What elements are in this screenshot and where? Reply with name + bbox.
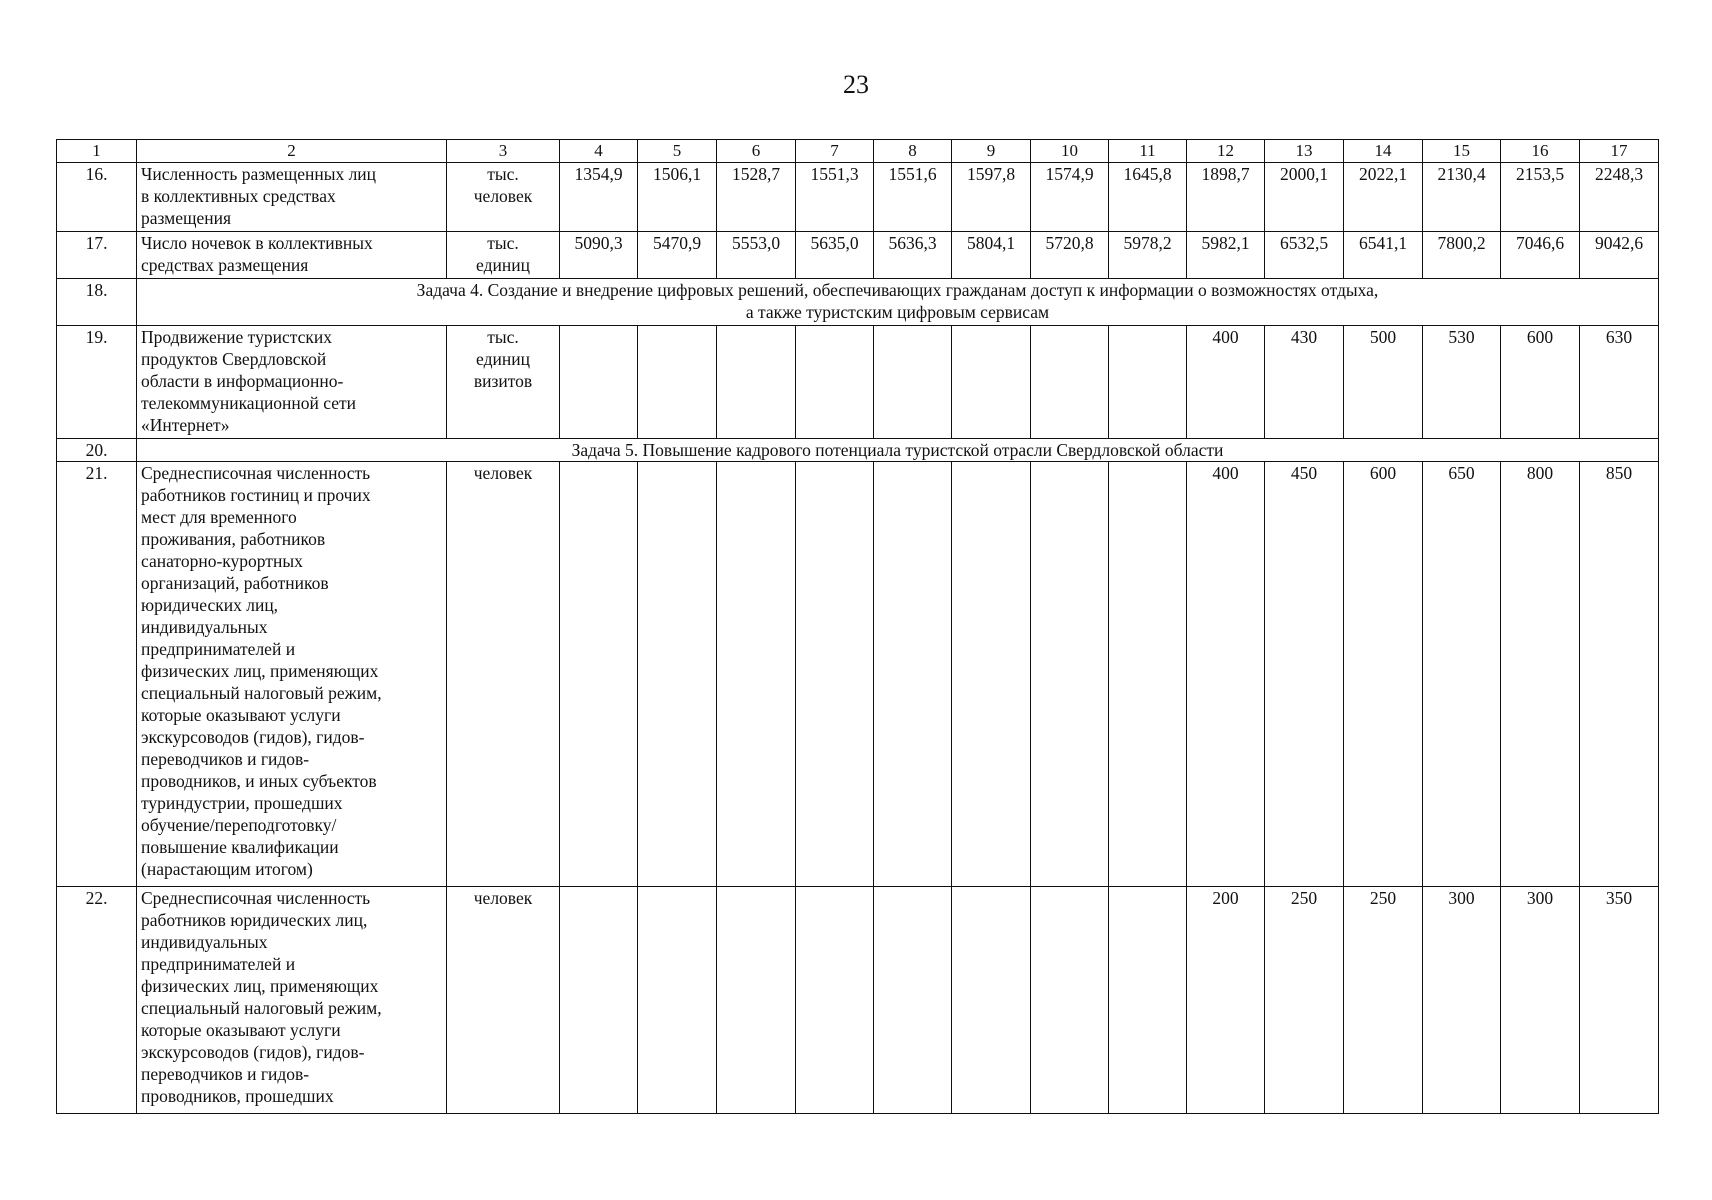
value-cell — [952, 462, 1031, 887]
column-number-cell: 2 — [137, 140, 447, 163]
row-number: 18. — [57, 279, 137, 326]
value-cell: 300 — [1501, 887, 1580, 1114]
text-line: обучение/переподготовку/ — [141, 815, 337, 835]
value-cell: 400 — [1187, 462, 1265, 887]
text-line: визитов — [473, 371, 533, 391]
value-cell: 2000,1 — [1265, 163, 1344, 232]
value-cell — [717, 462, 796, 887]
column-number-cell: 14 — [1344, 140, 1423, 163]
column-number-cell: 5 — [638, 140, 717, 163]
value-cell — [1031, 462, 1109, 887]
unit-of-measure — [447, 326, 560, 439]
value-cell — [796, 326, 874, 439]
value-cell: 5470,9 — [638, 232, 717, 279]
value-cell — [638, 887, 717, 1114]
value-cell: 2248,3 — [1580, 163, 1659, 232]
value-cell: 6541,1 — [1344, 232, 1423, 279]
unit-of-measure — [447, 163, 560, 232]
unit-of-measure — [447, 232, 560, 279]
text-line: телекоммуникационной сети — [141, 393, 357, 413]
text-line: санаторно-курортных — [141, 551, 303, 571]
value-cell: 5720,8 — [1031, 232, 1109, 279]
column-number-cell: 10 — [1031, 140, 1109, 163]
value-cell: 200 — [1187, 887, 1265, 1114]
text-line: юридических лиц, — [141, 595, 279, 615]
column-number-cell: 7 — [796, 140, 874, 163]
task-row — [57, 439, 1659, 462]
text-line: а также туристским цифровым сервисам — [745, 302, 1050, 322]
value-cell: 500 — [1344, 326, 1423, 439]
value-cell — [796, 887, 874, 1114]
value-cell: 250 — [1265, 887, 1344, 1114]
indicator-name — [137, 232, 447, 279]
column-number-cell: 1 — [57, 140, 137, 163]
value-cell: 9042,6 — [1580, 232, 1659, 279]
column-number-cell: 17 — [1580, 140, 1659, 163]
text-line: Задача 4. Создание и внедрение цифровых решений, обеспечивающих гражданам доступ к информации о возможностях отдыха, — [416, 280, 1379, 300]
value-cell: 250 — [1344, 887, 1423, 1114]
text-line: работников юридических лиц, — [141, 910, 368, 930]
text-line: переводчиков и гидов- — [141, 749, 310, 769]
column-number-cell: 16 — [1501, 140, 1580, 163]
text-line: работников гостиниц и прочих — [141, 485, 371, 505]
value-cell — [796, 462, 874, 887]
column-number-cell: 6 — [717, 140, 796, 163]
value-cell — [638, 462, 717, 887]
value-cell: 650 — [1423, 462, 1501, 887]
value-cell — [874, 887, 952, 1114]
task-heading — [137, 279, 1659, 326]
value-cell: 300 — [1423, 887, 1501, 1114]
value-cell: 530 — [1423, 326, 1501, 439]
column-number-row — [57, 140, 1659, 163]
value-cell: 2153,5 — [1501, 163, 1580, 232]
column-number-cell: 3 — [447, 140, 560, 163]
value-cell: 600 — [1344, 462, 1423, 887]
table-row — [57, 232, 1659, 279]
text-line: индивидуальных — [141, 617, 268, 637]
value-cell: 600 — [1501, 326, 1580, 439]
text-line: Задача 5. Повышение кадрового потенциала туристской отрасли Свердловской области — [571, 440, 1224, 460]
row-number: 17. — [57, 232, 137, 279]
text-line: проводников, и иных субъектов — [141, 771, 377, 791]
unit-of-measure — [447, 462, 560, 887]
text-line: области в информационно- — [141, 371, 344, 391]
value-cell — [717, 887, 796, 1114]
text-line: Число ночевок в коллективных — [141, 233, 373, 253]
text-line: человек — [473, 888, 533, 908]
value-cell: 7800,2 — [1423, 232, 1501, 279]
table-row — [57, 326, 1659, 439]
value-cell: 1645,8 — [1109, 163, 1187, 232]
text-line: тыс. — [487, 164, 519, 184]
unit-of-measure — [447, 887, 560, 1114]
value-cell — [1031, 887, 1109, 1114]
value-cell: 7046,6 — [1501, 232, 1580, 279]
value-cell — [952, 326, 1031, 439]
text-line: физических лиц, применяющих — [141, 976, 379, 996]
text-line: проводников, прошедших — [141, 1086, 334, 1106]
text-line: (нарастающим итогом) — [141, 859, 313, 879]
text-line: экскурсоводов (гидов), гидов- — [141, 1042, 365, 1062]
table-row — [57, 163, 1659, 232]
value-cell: 400 — [1187, 326, 1265, 439]
indicator-name — [137, 887, 447, 1114]
value-cell: 1354,9 — [560, 163, 638, 232]
text-line: Продвижение туристских — [141, 327, 332, 347]
table-row — [57, 462, 1659, 887]
value-cell: 1528,7 — [717, 163, 796, 232]
value-cell: 5982,1 — [1187, 232, 1265, 279]
value-cell: 1574,9 — [1031, 163, 1109, 232]
text-line: тыс. — [487, 327, 519, 347]
text-line: человек — [473, 186, 533, 206]
value-cell: 5636,3 — [874, 232, 952, 279]
column-number-cell: 12 — [1187, 140, 1265, 163]
value-cell: 1551,3 — [796, 163, 874, 232]
value-cell: 1898,7 — [1187, 163, 1265, 232]
value-cell: 6532,5 — [1265, 232, 1344, 279]
text-line: переводчиков и гидов- — [141, 1064, 310, 1084]
row-number: 19. — [57, 326, 137, 439]
value-cell: 5090,3 — [560, 232, 638, 279]
value-cell: 2130,4 — [1423, 163, 1501, 232]
value-cell — [1109, 887, 1187, 1114]
text-line: средствах размещения — [141, 255, 309, 275]
column-number-cell: 9 — [952, 140, 1031, 163]
text-line: размещения — [141, 208, 232, 228]
text-line: мест для временного — [141, 507, 297, 527]
text-line: индивидуальных — [141, 932, 268, 952]
text-line: туриндустрии, прошедших — [141, 793, 343, 813]
value-cell — [560, 326, 638, 439]
text-line: Численность размещенных лиц — [141, 164, 377, 184]
text-line: физических лиц, применяющих — [141, 661, 379, 681]
text-line: специальный налоговый режим, — [141, 683, 382, 703]
value-cell — [874, 462, 952, 887]
text-line: единиц — [476, 349, 530, 369]
value-cell: 5978,2 — [1109, 232, 1187, 279]
row-number: 22. — [57, 887, 137, 1114]
value-cell — [1031, 326, 1109, 439]
value-cell: 800 — [1501, 462, 1580, 887]
text-line: в коллективных средствах — [141, 186, 336, 206]
text-line: тыс. — [487, 233, 519, 253]
text-line: «Интернет» — [141, 415, 230, 435]
value-cell — [1109, 462, 1187, 887]
value-cell: 2022,1 — [1344, 163, 1423, 232]
indicator-name — [137, 163, 447, 232]
value-cell — [560, 462, 638, 887]
value-cell: 1506,1 — [638, 163, 717, 232]
text-line: единиц — [476, 255, 530, 275]
text-line: специальный налоговый режим, — [141, 998, 382, 1018]
value-cell: 5804,1 — [952, 232, 1031, 279]
text-line: предпринимателей и — [141, 639, 296, 659]
value-cell: 350 — [1580, 887, 1659, 1114]
row-number: 21. — [57, 462, 137, 887]
value-cell — [717, 326, 796, 439]
value-cell: 5635,0 — [796, 232, 874, 279]
value-cell — [560, 887, 638, 1114]
task-row — [57, 279, 1659, 326]
text-line: предпринимателей и — [141, 954, 296, 974]
text-line: продуктов Свердловской — [141, 349, 327, 369]
value-cell: 1597,8 — [952, 163, 1031, 232]
value-cell: 450 — [1265, 462, 1344, 887]
text-line: повышение квалификации — [141, 837, 339, 857]
row-number: 16. — [57, 163, 137, 232]
value-cell: 850 — [1580, 462, 1659, 887]
value-cell: 1551,6 — [874, 163, 952, 232]
page-number: 23 — [843, 70, 869, 99]
column-number-cell: 15 — [1423, 140, 1501, 163]
indicator-name — [137, 326, 447, 439]
table-row — [57, 887, 1659, 1114]
text-line: проживания, работников — [141, 529, 326, 549]
text-line: которые оказывают услуги — [141, 705, 341, 725]
text-line: экскурсоводов (гидов), гидов- — [141, 727, 365, 747]
value-cell — [1109, 326, 1187, 439]
text-line: человек — [473, 463, 533, 483]
value-cell — [638, 326, 717, 439]
indicator-name — [137, 462, 447, 887]
value-cell — [952, 887, 1031, 1114]
column-number-cell: 13 — [1265, 140, 1344, 163]
column-number-cell: 4 — [560, 140, 638, 163]
value-cell: 630 — [1580, 326, 1659, 439]
column-number-cell: 11 — [1109, 140, 1187, 163]
value-cell: 5553,0 — [717, 232, 796, 279]
text-line: Среднесписочная численность — [141, 888, 371, 908]
text-line: Среднесписочная численность — [141, 463, 371, 483]
task-heading — [137, 439, 1659, 462]
row-number: 20. — [57, 439, 137, 462]
text-line: организаций, работников — [141, 573, 329, 593]
value-cell: 430 — [1265, 326, 1344, 439]
indicators-table — [56, 139, 1659, 1114]
text-line: которые оказывают услуги — [141, 1020, 341, 1040]
value-cell — [874, 326, 952, 439]
column-number-cell: 8 — [874, 140, 952, 163]
